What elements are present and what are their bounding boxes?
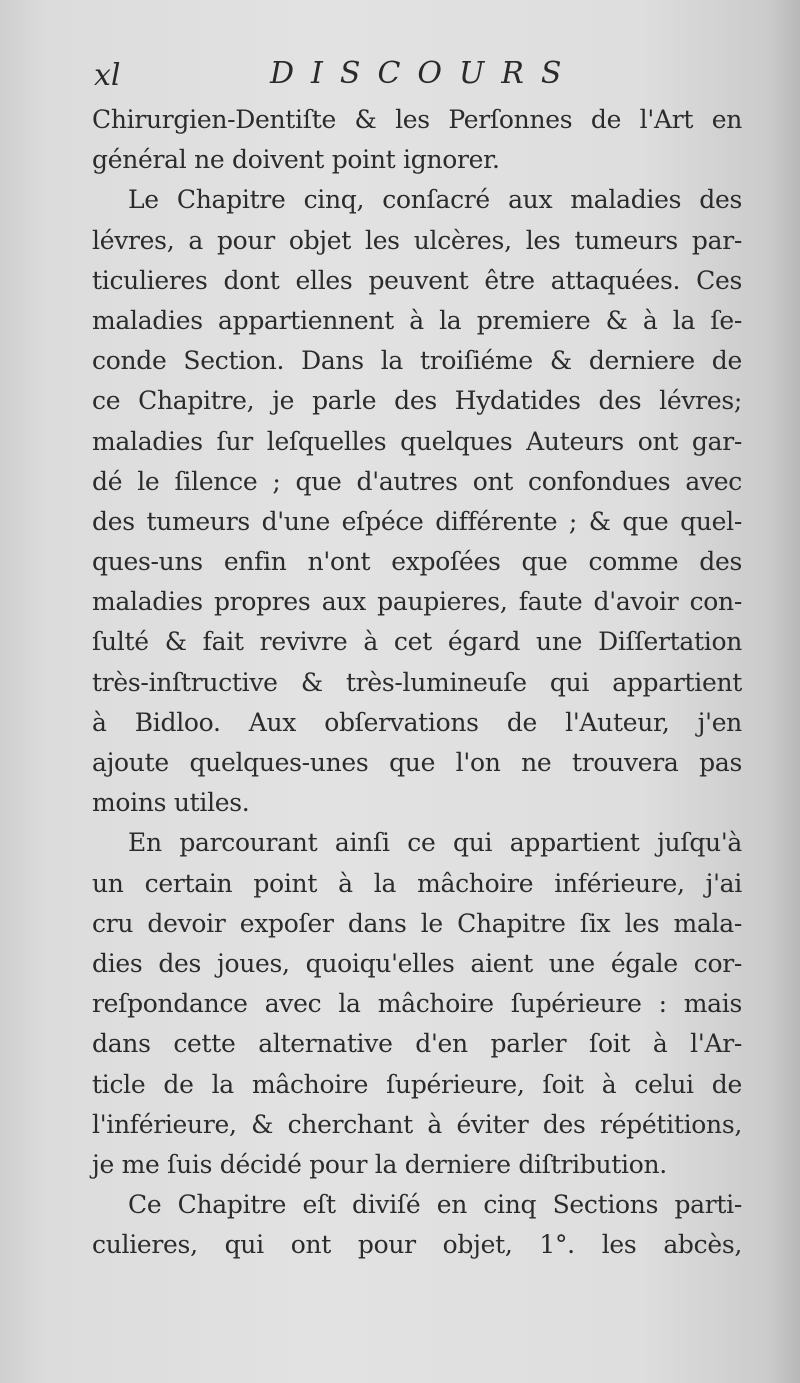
text-line: ce Chapitre, je parle des Hydatides des lévres; xyxy=(92,386,742,416)
text-line: dé le ſilence ; que d'autres ont confondues avec xyxy=(92,466,742,496)
text-line: l'inférieure, & cherchant à éviter des répétitions, xyxy=(92,1109,742,1139)
page-header xyxy=(94,56,744,100)
text-line: culieres, qui ont pour objet, 1°. les abcès, xyxy=(92,1230,742,1260)
text-line: maladies appartiennent à la premiere & à la ſe- xyxy=(92,305,742,335)
text-line: maladies propres aux paupieres, faute d'avoir con- xyxy=(92,587,742,617)
text-line: conde Section. Dans la troiſiéme & derniere de xyxy=(92,346,742,376)
paragraph-start-line: Ce Chapitre eſt diviſé en cinq Sections parti- xyxy=(128,1190,742,1220)
text-line: ticulieres dont elles peuvent être attaquées. Ces xyxy=(92,265,742,295)
text-line: moins utiles. xyxy=(92,788,250,818)
text-line: Chirurgien-Dentiſte & les Perſonnes de l'Art en xyxy=(92,105,742,134)
text-line: général ne doivent point ignorer. xyxy=(92,145,500,175)
text-line: très-inſtructive & très-lumineuſe qui appartient xyxy=(92,667,742,697)
paragraph-start-line: En parcourant ainſi ce qui appartient juſqu'à xyxy=(128,828,742,858)
paragraph-start-line: Le Chapitre cinq, conſacré aux maladies des xyxy=(128,185,742,215)
text-line: ajoute quelques-unes que l'on ne trouvera pas xyxy=(92,748,742,777)
text-line: à Bidloo. Aux obſervations de l'Auteur, j'en xyxy=(92,707,742,737)
page-number: xl xyxy=(94,58,121,93)
text-line: cru devoir expoſer dans le Chapitre ſix les mala- xyxy=(92,908,742,938)
text-line: maladies ſur leſquelles quelques Auteurs ont gar- xyxy=(92,426,742,456)
text-line: ticle de la mâchoire ſupérieure, ſoit à celui de xyxy=(92,1069,742,1099)
running-head: DISCOURS xyxy=(270,56,579,91)
text-line: lévres, a pour objet les ulcères, les tumeurs par- xyxy=(92,225,742,255)
text-line: un certain point à la mâchoire inférieure, j'ai xyxy=(92,868,742,898)
text-line: dies des joues, quoiqu'elles aient une égale cor- xyxy=(92,948,742,978)
text-line: ſulté & fait revivre à cet égard une Diſſertation xyxy=(92,627,742,657)
text-line: des tumeurs d'une eſpéce différente ; & que quel- xyxy=(92,506,742,536)
text-line: je me ſuis décidé pour la derniere diſtribution. xyxy=(92,1149,667,1179)
body-text xyxy=(92,100,742,1265)
text-line: ques-uns enfin n'ont expoſées que comme des xyxy=(92,547,742,577)
text-line: reſpondance avec la mâchoire ſupérieure : mais xyxy=(92,989,742,1019)
text-line: dans cette alternative d'en parler ſoit à l'Ar- xyxy=(92,1029,742,1059)
